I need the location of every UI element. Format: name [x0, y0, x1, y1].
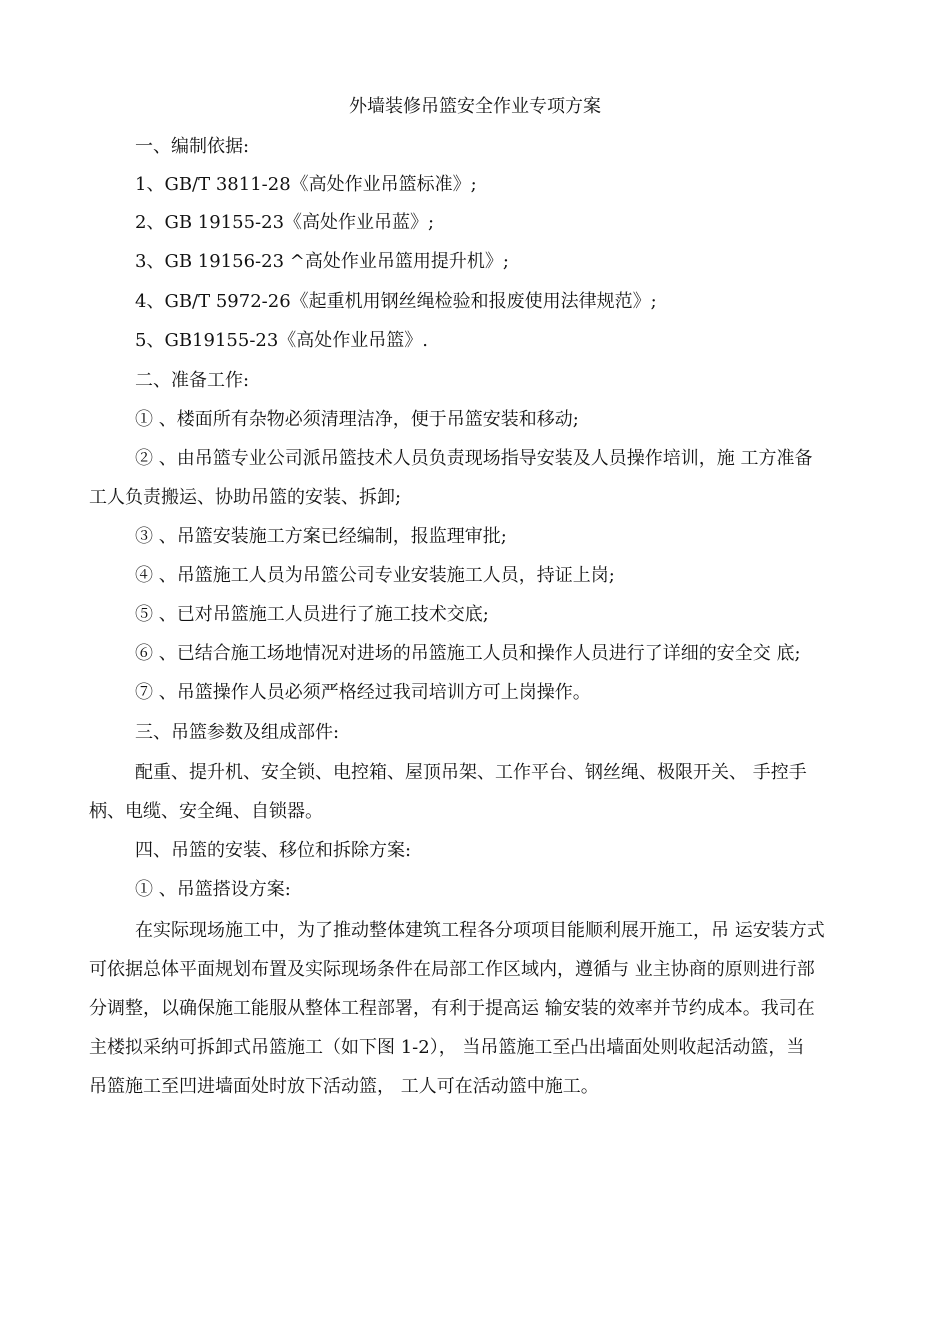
prep-item-7: ⑦ 、吊篮操作人员必须严格经过我司培训方可上岗操作。 [135, 682, 591, 703]
prep-item-2-continued: 工人负责搬运、协助吊篮的安装、拆卸; [89, 487, 402, 508]
install-text-line-3: 分调整，以确保施工能服从整体工程部署，有利于提高运 输安装的效率并节约成本。我司在 [89, 998, 815, 1019]
components-line-1: 配重、提升机、安全锁、电控箱、屋顶吊架、工作平台、钢丝绳、极限开关、 手控手 [135, 762, 807, 783]
install-text-line-5: 吊篮施工至凹进墙面处时放下活动篮， 工人可在活动篮中施工。 [89, 1076, 599, 1097]
section-heading-prep: 二、准备工作: [135, 370, 250, 391]
install-text-line-4: 主楼拟采纳可拆卸式吊篮施工（如下图 1-2）， 当吊篮施工至凸出墙面处则收起活动篮，当 [89, 1037, 805, 1058]
prep-item-4: ④ 、吊篮施工人员为吊篮公司专业安装施工人员，持证上岗; [135, 565, 615, 586]
basis-item-5: 5、GB19155-23《高处作业吊篮》. [135, 330, 429, 351]
prep-item-2: ② 、由吊篮专业公司派吊篮技术人员负责现场指导安装及人员操作培训，施 工方准备 [135, 448, 813, 469]
components-line-2: 柄、电缆、安全绳、自锁器。 [89, 801, 323, 822]
prep-item-3: ③ 、吊篮安装施工方案已经编制，报监理审批; [135, 526, 507, 547]
section-heading-basis: 一、编制依据: [135, 136, 250, 157]
document-title: 外墙装修吊篮安全作业专项方案 [349, 96, 601, 117]
install-text-line-1: 在实际现场施工中，为了推动整体建筑工程各分项项目能顺利展开施工，吊 运安装方式 [135, 920, 825, 941]
prep-item-6: ⑥ 、已结合施工场地情况对进场的吊篮施工人员和操作人员进行了详细的安全交 底; [135, 643, 801, 664]
basis-item-2: 2、GB 19155-23《高处作业吊蓝》; [135, 212, 435, 233]
basis-item-4: 4、GB/T 5972-26《起重机用钢丝绳检验和报废使用法律规范》; [135, 291, 657, 312]
install-text-line-2: 可依据总体平面规划布置及实际现场条件在局部工作区域内，遵循与 业主协商的原则进行部 [89, 959, 815, 980]
basis-item-3: 3、GB 19156-23 ^高处作业吊篮用提升机》; [135, 251, 509, 272]
section-heading-install: 四、吊篮的安装、移位和拆除方案: [135, 840, 412, 861]
basis-item-1: 1、GB/T 3811-28《高处作业吊篮标准》; [135, 174, 477, 195]
install-item-1: ① 、吊篮搭设方案: [135, 879, 291, 900]
section-heading-components: 三、吊篮参数及组成部件: [135, 722, 340, 743]
prep-item-5: ⑤ 、已对吊篮施工人员进行了施工技术交底; [135, 604, 489, 625]
prep-item-1: ① 、楼面所有杂物必须清理洁净，便于吊篮安装和移动; [135, 409, 579, 430]
